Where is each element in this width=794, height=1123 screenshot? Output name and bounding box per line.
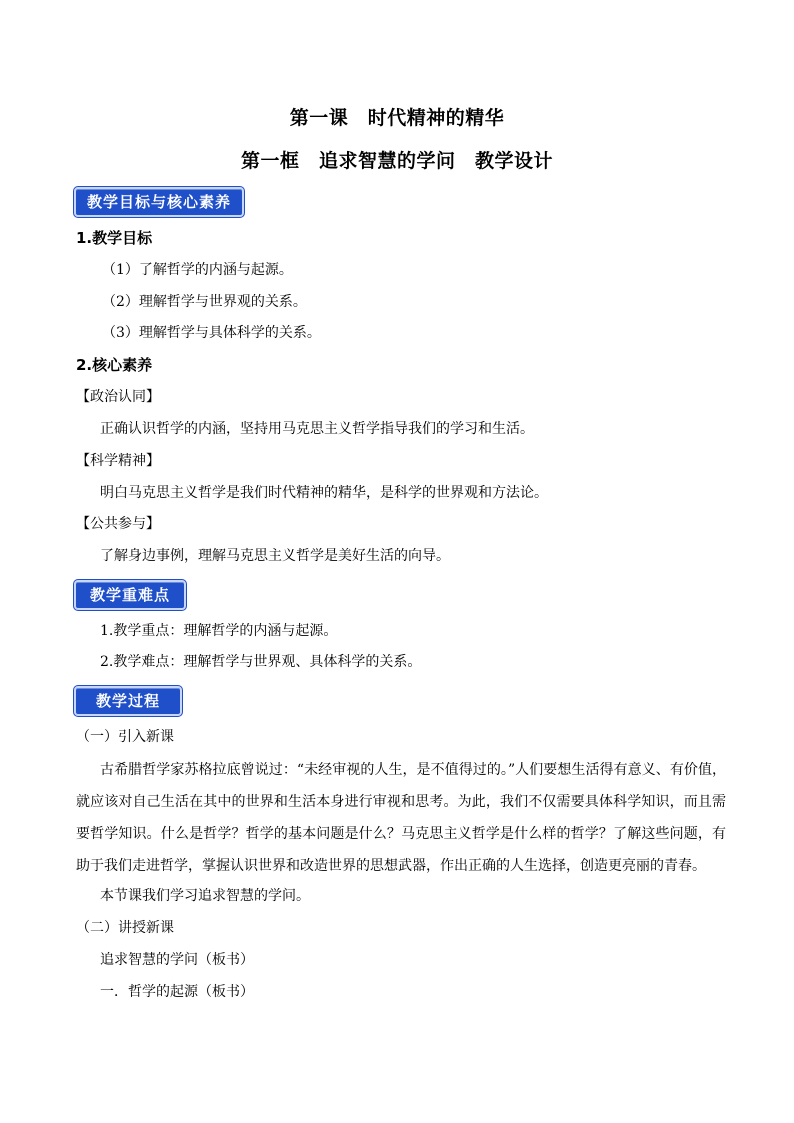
section-badge-process: 教学过程 xyxy=(74,686,182,716)
focus-key: 1.教学重点：理解哲学的内涵与起源。 xyxy=(100,623,338,639)
intro-paragraph xyxy=(76,754,726,882)
section-badge-goals: 教学目标与核心素养 xyxy=(74,187,244,217)
science-label: 【科学精神】 xyxy=(76,453,160,469)
goal-item-3: （3）理解哲学与具体科学的关系。 xyxy=(102,325,321,341)
board-note-1: 追求智慧的学问（板书） xyxy=(100,952,254,968)
political-text: 正确认识哲学的内涵，坚持用马克思主义哲学指导我们的学习和生活。 xyxy=(100,421,534,437)
goal-item-1: （1）了解哲学的内涵与起源。 xyxy=(102,262,293,278)
section-badge-focus: 教学重难点 xyxy=(74,580,186,610)
board-note-2: 一．哲学的起源（板书） xyxy=(100,984,254,1000)
lesson-subtitle: 第一框 追求智慧的学问 教学设计 xyxy=(240,150,553,172)
lesson-title: 第一课 时代精神的精华 xyxy=(289,107,505,129)
goal-item-2: （2）理解哲学与世界观的关系。 xyxy=(102,294,307,310)
process-step-teach: （二）讲授新课 xyxy=(76,920,174,936)
public-label: 【公共参与】 xyxy=(76,516,160,532)
public-text: 了解身边事例，理解马克思主义哲学是美好生活的向导。 xyxy=(100,548,450,564)
process-step-intro: （一）引入新课 xyxy=(76,729,174,745)
intro-paragraph-text: 古希腊哲学家苏格拉底曾说过：“未经审视的人生，是不值得过的。”人们要想生活得有意义、有价值，就应该对自己生活在其中的世界和生活本身进行审视和思考。为此，我们不仅需要具体科学知识，而且需要哲学知识。什么是哲学？哲学的基本问题是什么？马克思主义哲学是什么样的哲学？了解这些问题，有助于我们走进哲学，掌握认识世界和改造世界的思想武器，作出正确的人生选择，创造更亮丽的青春。 xyxy=(76,762,726,874)
science-text: 明白马克思主义哲学是我们时代精神的精华，是科学的世界观和方法论。 xyxy=(100,485,548,501)
political-label: 【政治认同】 xyxy=(76,389,160,405)
lesson-statement: 本节课我们学习追求智慧的学问。 xyxy=(100,888,310,904)
focus-difficult: 2.教学难点：理解哲学与世界观、具体科学的关系。 xyxy=(100,654,422,670)
literacy-heading: 2.核心素养 xyxy=(76,356,153,374)
goals-heading: 1.教学目标 xyxy=(76,229,153,247)
